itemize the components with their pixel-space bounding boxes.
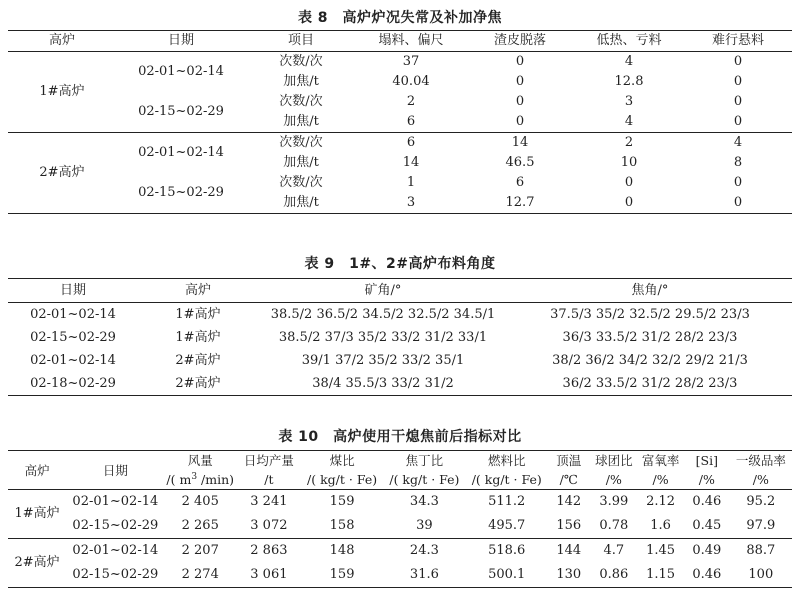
item-cell: 加焦/t [283,195,319,210]
value-cell: 1.6 [650,518,671,533]
value-cell: 95.2 [746,494,776,509]
value-cell: 3 [624,94,634,109]
date-cell: 02-01~02-14 [30,307,116,322]
value-cell: 100 [748,567,774,582]
table9-header-cell: 矿角/° [364,283,402,298]
table8-header-cell: 高炉 [48,33,75,48]
value-cell: 156 [556,518,582,533]
furnace-cell: 2#高炉 [39,165,85,180]
value-cell: 0.49 [692,543,722,558]
value-cell: 2 863 [250,543,288,558]
ore-angle-cell: 38.5/2 36.5/2 34.5/2 32.5/2 34.5/1 [270,307,496,322]
table-row [8,349,792,372]
date-cell: 02-15~02-29 [72,567,159,582]
table-row [8,92,792,112]
item-cell: 加焦/t [283,114,319,129]
value-cell: 0.46 [692,567,722,582]
table9-header-cell: 高炉 [184,283,211,298]
value-cell: 0 [733,94,743,109]
date-cell: 02-15~02-29 [72,518,159,533]
value-cell: 2 207 [181,543,219,558]
value-cell: 37 [402,54,420,69]
table-row [8,133,792,154]
table10-header-cell: 球团比 [595,453,633,468]
value-cell: 159 [329,494,355,509]
date-cell: 02-01~02-14 [138,145,224,160]
value-cell: 6 [406,135,416,150]
value-cell: 6 [515,175,525,190]
unit-prefix: /( m [166,472,192,487]
value-cell: 34.3 [409,494,439,509]
table10-block [0,424,800,588]
table9 [8,278,792,396]
table-row [8,563,792,588]
value-cell: 495.7 [488,518,526,533]
value-cell: 14 [511,135,529,150]
value-cell: 0.46 [692,494,722,509]
value-cell: 24.3 [409,543,439,558]
furnace-cell: 1#高炉 [14,506,60,521]
furnace-cell: 2#高炉 [14,555,60,570]
table10-header-cell: 日均产量 [243,453,294,468]
date-cell: 02-15~02-29 [138,104,224,119]
table10-unit-cell: /( kg/t · Fe) [389,472,460,487]
table10-title: 表 10 高炉使用干熄焦前后指标对比 [278,429,522,445]
table10-header-cell: [Si] [695,453,718,468]
value-cell: 144 [556,543,582,558]
value-cell: 2 [406,94,416,109]
value-cell: 4.7 [603,543,625,558]
value-cell: 31.6 [409,567,439,582]
value-cell: 0 [515,74,525,89]
item-cell: 次数/次 [279,54,323,69]
table10-unit-cell: /% [752,472,769,487]
date-cell: 02-15~02-29 [30,330,116,345]
table10-header-cell: 高炉 [24,462,50,478]
table10-header-cell: 焦丁比 [405,453,444,468]
date-cell: 02-01~02-14 [72,494,159,509]
value-cell: 12.7 [505,195,535,210]
table10-header-cell: 富氧率 [641,453,680,468]
table-row [8,303,792,327]
ore-angle-cell: 38/4 35.5/3 33/2 31/2 [312,376,454,391]
table9-header-cell: 日期 [59,283,86,298]
date-cell: 02-01~02-14 [72,543,159,558]
table10-header-cell: 风量 [187,453,213,468]
value-cell: 4 [624,114,634,129]
value-cell: 159 [329,567,355,582]
value-cell: 1 [406,175,416,190]
table9-header-cell: 焦角/° [631,283,669,298]
coke-angle-cell: 36/3 33.5/2 31/2 28/2 23/3 [562,330,738,345]
ore-angle-cell: 38.5/2 37/3 35/2 33/2 31/2 33/1 [278,330,488,345]
table10-unit-cell [165,470,236,490]
item-cell: 次数/次 [279,175,323,190]
table-row [8,514,792,539]
table10-header-cell: 顶温 [556,453,582,468]
table10-unit-cell: /% [605,472,622,487]
value-cell: 6 [406,114,416,129]
table8-block [0,6,800,214]
table10-header-row [8,451,792,471]
table10-unit-cell: /( kg/t · Fe) [307,472,378,487]
coke-angle-cell: 38/2 36/2 34/2 32/2 29/2 21/3 [552,353,748,368]
value-cell: 2 274 [181,567,219,582]
table10-unit-cell: /% [698,472,715,487]
date-cell: 02-15~02-29 [138,185,224,200]
value-cell: 3 061 [250,567,288,582]
value-cell: 3 241 [250,494,288,509]
table8 [8,30,792,214]
value-cell: 14 [402,155,420,170]
value-cell: 1.45 [646,543,676,558]
table9-header-row [8,279,792,303]
value-cell: 0.86 [599,567,629,582]
value-cell: 130 [556,567,582,582]
table10 [8,450,792,588]
furnace-cell: 1#高炉 [39,84,85,99]
value-cell: 4 [624,54,634,69]
unit-superscript: 3 [191,471,198,482]
table8-header-cell: 项目 [287,33,314,48]
value-cell: 2.12 [646,494,676,509]
item-cell: 次数/次 [279,135,323,150]
value-cell: 500.1 [488,567,526,582]
table-row [8,173,792,193]
value-cell: 0 [733,74,743,89]
value-cell: 10 [620,155,638,170]
value-cell: 0 [515,54,525,69]
value-cell: 3 [406,195,416,210]
unit-suffix: /min) [197,472,235,487]
table8-header-cell: 塌料、偏尺 [378,33,444,48]
table-row [8,326,792,349]
date-cell: 02-18~02-29 [30,376,116,391]
table8-header-cell: 难行悬料 [711,33,764,48]
table8-header-cell: 低热、亏料 [596,33,662,48]
value-cell: 518.6 [488,543,526,558]
table10-header-cell: 煤比 [329,453,355,468]
value-cell: 0 [624,175,634,190]
value-cell: 0 [733,114,743,129]
value-cell: 511.2 [488,494,526,509]
value-cell: 0 [515,94,525,109]
value-cell: 0 [624,195,634,210]
date-cell: 02-01~02-14 [138,64,224,79]
table9-title: 表 9 1#、2#高炉布料角度 [304,256,496,272]
value-cell: 88.7 [746,543,776,558]
table8-header-cell: 日期 [167,33,194,48]
value-cell: 40.04 [392,74,430,89]
date-cell: 02-01~02-14 [30,353,116,368]
value-cell: 0 [733,195,743,210]
value-cell: 3 072 [250,518,288,533]
table8-title: 表 8 高炉炉况失常及补加净焦 [297,10,503,26]
value-cell: 8 [733,155,743,170]
value-cell: 2 405 [181,494,219,509]
value-cell: 3.99 [599,494,629,509]
table8-header-row [8,31,792,52]
item-cell: 加焦/t [283,155,319,170]
value-cell: 2 265 [181,518,219,533]
furnace-cell: 1#高炉 [175,307,221,322]
value-cell: 142 [556,494,582,509]
value-cell: 148 [329,543,355,558]
table10-unit-cell: /t [264,472,274,487]
furnace-cell: 2#高炉 [175,353,221,368]
furnace-cell: 1#高炉 [175,330,221,345]
coke-angle-cell: 37.5/3 35/2 32.5/2 29.5/2 23/3 [550,307,750,322]
value-cell: 2 [624,135,634,150]
table-row [8,490,792,515]
furnace-cell: 2#高炉 [175,376,221,391]
table10-unit-cell: /℃ [559,472,578,487]
value-cell: 0 [733,175,743,190]
value-cell: 0 [515,114,525,129]
table10-header-cell: 一级品率 [735,453,786,468]
table10-unit-cell: /( kg/t · Fe) [471,472,542,487]
table8-header-cell: 渣皮脱落 [493,33,546,48]
value-cell: 97.9 [746,518,776,533]
value-cell: 46.5 [505,155,535,170]
table9-block [0,250,800,396]
value-cell: 0.78 [599,518,629,533]
table10-unit-cell: /% [652,472,669,487]
table-row [8,52,792,73]
value-cell: 1.15 [646,567,676,582]
table10-header-cell: 燃料比 [487,453,526,468]
value-cell: 0 [733,54,743,69]
item-cell: 加焦/t [283,74,319,89]
ore-angle-cell: 39/1 37/2 35/2 33/2 35/1 [301,353,465,368]
coke-angle-cell: 36/2 33.5/2 31/2 28/2 23/3 [562,376,738,391]
item-cell: 次数/次 [279,94,323,109]
table10-header-cell: 日期 [102,462,128,478]
value-cell: 4 [733,135,743,150]
value-cell: 12.8 [614,74,644,89]
value-cell: 0.45 [692,518,722,533]
value-cell: 39 [416,518,433,533]
value-cell: 158 [329,518,355,533]
table-row [8,372,792,396]
table-row [8,539,792,564]
